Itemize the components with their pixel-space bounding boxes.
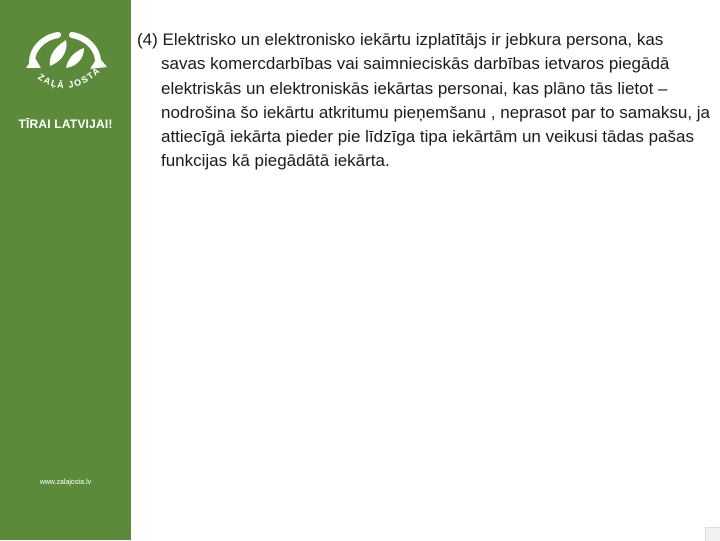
website-link[interactable]: www.zalajosta.lv <box>39 479 92 486</box>
body-paragraph: (4) Elektrisko un elektronisko iekārtu izplatītājs ir jebkura persona, kas savas komercdarbības vai saimnieciskās darbības ietvaros piegādā elektriskās un elektroniskās iekārtas personai, kas plāno tās lietot – nodrošina šo iekārtu atkritumu pieņemšanu , neprasot par to samaksu, ja attiecīgā iekārta pieder pie līdzīga tipa iekārtām un veikusi tādas pašas funkcijas kā piegādātā iekārta. <box>137 30 711 171</box>
sidebar-panel <box>0 0 131 540</box>
zala-josta-logo <box>14 26 114 102</box>
tagline: TĪRAI LATVIJAI! <box>18 117 113 131</box>
corner-fold <box>705 527 720 541</box>
svg-text:ZAĻĀ JOSTA <box>36 65 102 90</box>
logo-text: ZAĻĀ JOSTA <box>36 64 103 91</box>
main-content <box>137 28 712 174</box>
